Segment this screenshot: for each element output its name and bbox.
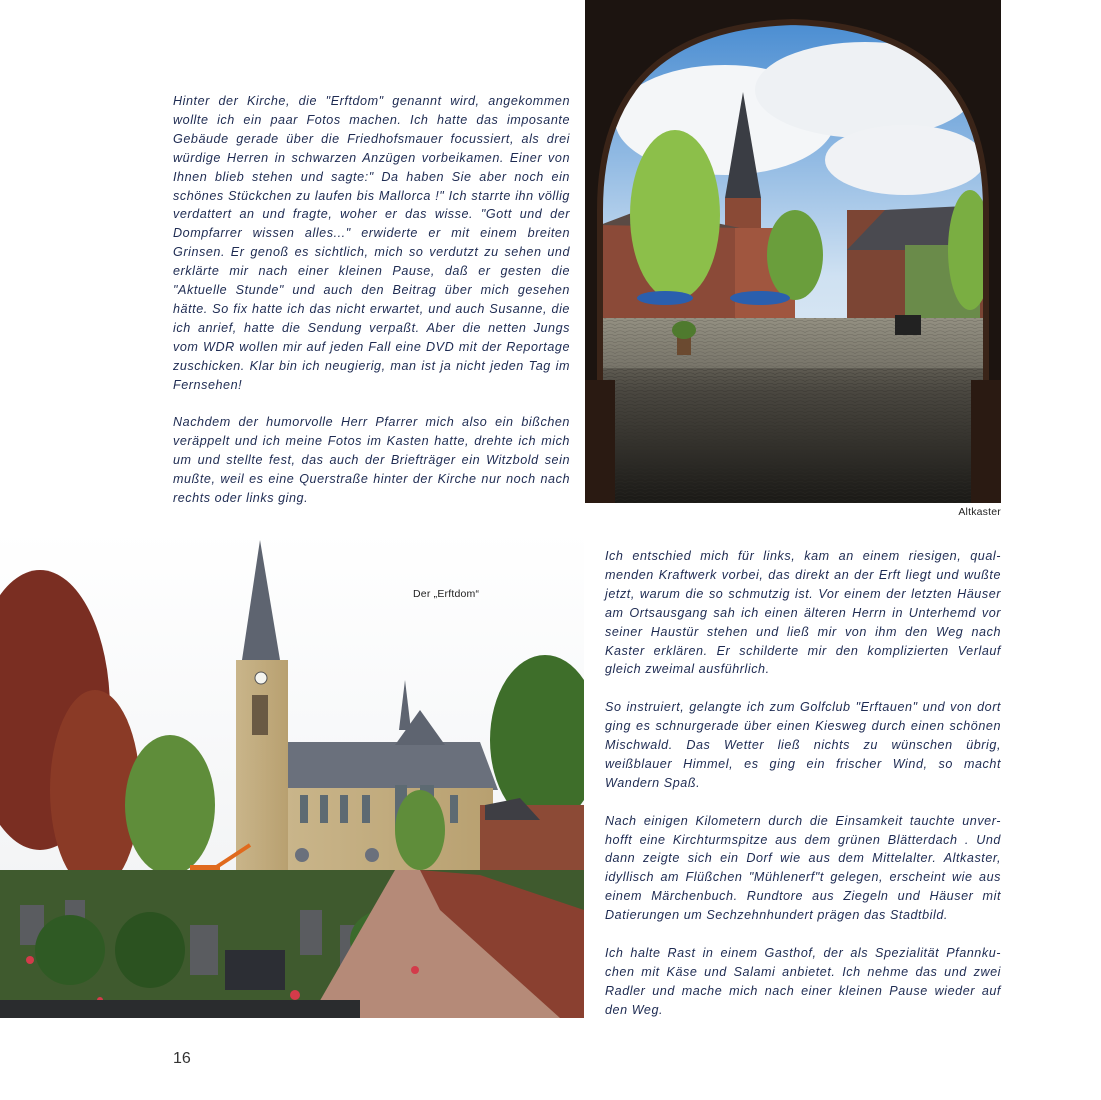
- photo-altkaster: [585, 0, 1001, 503]
- right-text-column: [605, 547, 1001, 1020]
- caption-altkaster: Altkaster: [958, 506, 1001, 518]
- paragraph: Ich entschied mich für links, kam an einem riesigen, qual-menden Kraftwerk vorbei, das direkt an der Erft liegt und wußte jetzt, warum die so schmutzig ist. Vor einem der letzten Häuser am Ortsausgang sah ich einen älteren Herrn in Unterhemd vor seiner Haustür stehen und ließ mir von ihm den Weg nach Kaster erklären. Er schilderte mir den komplizierten Verlauf gleich zweimal ausführlich.: [605, 549, 1001, 677]
- paragraph: Nach einigen Kilometern durch die Einsamkeit tauchte unver-hofft eine Kirchturmspitze aus dem grünen Blätterdach . Und dann zeigte sich ein Dorf wie aus dem Mittelalter. Altkaster, idyllisch am Flüßchen "Mühlenerf"t gelegen, erscheint wie aus einem Märchenbuch. Rundtore aus Ziegeln und Häuser mit Datierungen um Sechzehnhundert prägen das Stadtbild.: [605, 813, 1001, 923]
- paragraph: So instruiert, gelangte ich zum Golfclub "Erftauen" und von dort ging es schnurgerade über einen Kiesweg durch einen schönen Mischwald. Das Wetter ließ nichts zu wünschen übrig, weißblauer Himmel, es ging ein frischer Wind, so macht Wandern Spaß.: [605, 700, 1001, 790]
- paragraph: Ich halte Rast in einem Gasthof, der als Spezialität Pfannku-chen mit Käse und Salami anbietet. Ich nehme das und zwei Radler und mache mich nach einer kleinen Pause wieder auf den Weg.: [605, 945, 1001, 1017]
- paragraph: Nachdem der humorvolle Herr Pfarrer mich also ein bißchen veräppelt und ich meine Fotos im Kasten hatte, drehte ich mich um und stellte fest, das auch der Briefträger ein Witzbold sein mußte, weil es eine Querstraße hinter der Kirche nur noch nach rechts oder links ging.: [173, 415, 570, 506]
- altkaster-illustration: [585, 0, 1001, 503]
- erftdom-illustration: [0, 530, 584, 1018]
- caption-erftdom: Der „Erftdom“: [413, 588, 480, 600]
- page-number: 16: [173, 1050, 191, 1067]
- photo-erftdom: [0, 530, 584, 1018]
- left-text-column: [173, 92, 570, 508]
- paragraph: Hinter der Kirche, die "Erftdom" genannt wird, angekommen wollte ich ein paar Fotos machen. Ich hatte das imposante Gebäude gerade über die Friedhofsmauer focussiert, als drei würdige Herren in schwarzen Anzügen vorbeikamen. Einer von Ihnen blieb stehen und sagte:" Da haben Sie aber noch ein schönes Stückchen zu laufen bis Mallorca !" Ich starrte ihn völlig verdattert an und fragte, woher er das wisse. "Gott und der Dompfarrer wissen alles..." erwiderte er mit einem breiten Grinsen. Er genoß es sichtlich, mich so verdutzt zu sehen und erklärte mir nach einer kleinen Pause, daß er gesten die "Aktuelle Stunde" und auch den Beitrag über mich gesehen hätte. So fix hatte ich das nicht erwartet, und auch Susanne, die ich anrief, hatte die Sendung verpaßt. Aber die netten Jungs vom WDR wollen mir auf jeden Fall eine DVD mit der Reportage zuschicken. Klar bin ich neugierig, man ist ja nicht jeden Tag im Fernsehen!: [173, 94, 570, 392]
